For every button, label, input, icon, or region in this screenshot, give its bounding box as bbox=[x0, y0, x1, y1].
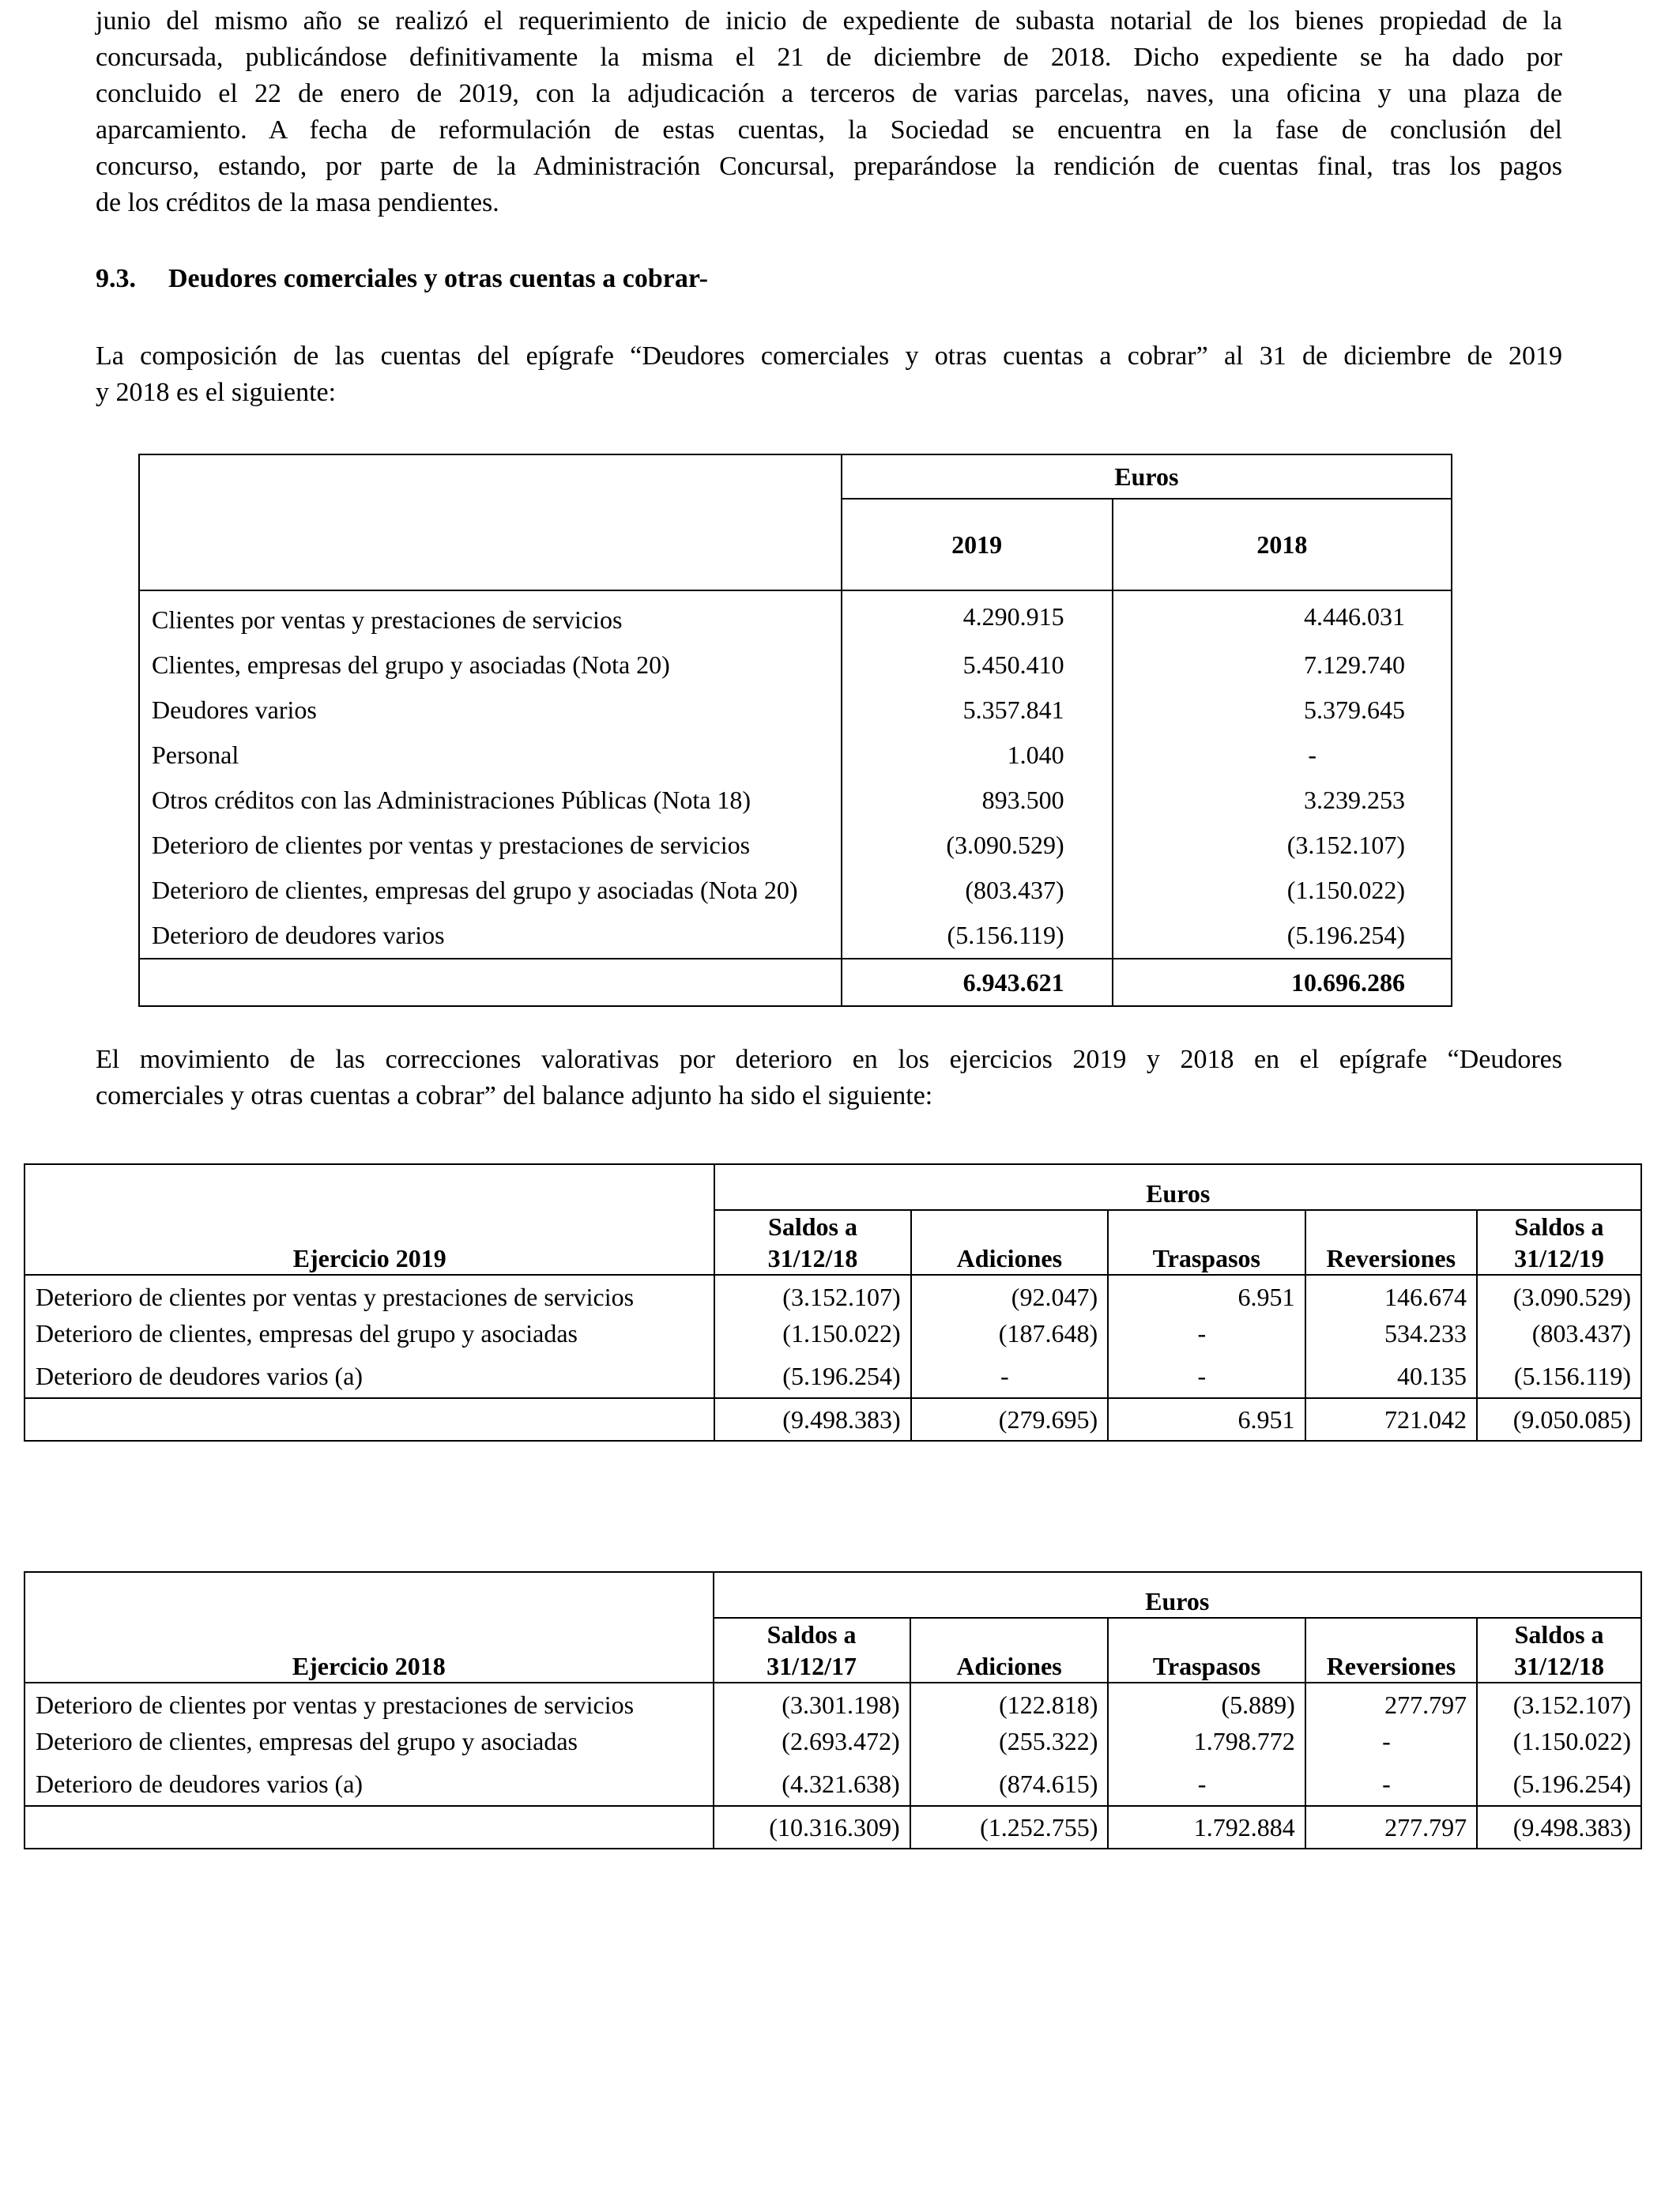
cell-value: 1.798.772 bbox=[1108, 1720, 1305, 1762]
table-row bbox=[24, 1683, 1641, 1720]
cell-value: 40.135 bbox=[1305, 1355, 1477, 1398]
cell-value: - bbox=[911, 1355, 1109, 1398]
section-title: Deudores comerciales y otras cuentas a cobrar- bbox=[168, 264, 708, 293]
row-label: Deterioro de clientes, empresas del grupo y asociadas (Nota 20) bbox=[139, 868, 842, 913]
table-row bbox=[24, 1275, 1641, 1312]
intro-paragraph bbox=[96, 3, 1562, 221]
col-header-opening bbox=[714, 1618, 910, 1683]
value-2019: (803.437) bbox=[842, 868, 1113, 913]
total-value: (279.695) bbox=[911, 1398, 1109, 1441]
table-row bbox=[139, 643, 1452, 688]
total-row bbox=[24, 1806, 1641, 1849]
total-value: 1.792.884 bbox=[1108, 1806, 1305, 1849]
movement-table-2018 bbox=[24, 1571, 1642, 1849]
table-row bbox=[24, 1312, 1641, 1355]
cell-value: - bbox=[1305, 1762, 1477, 1806]
col-header-line: 31/12/18 bbox=[767, 1244, 858, 1272]
empty-total-label bbox=[139, 959, 842, 1006]
cell-value: (874.615) bbox=[910, 1762, 1109, 1806]
cell-value: (1.150.022) bbox=[714, 1312, 910, 1355]
table-row bbox=[139, 823, 1452, 868]
year-header: 2018 bbox=[1113, 499, 1452, 590]
cell-value: (5.156.119) bbox=[1477, 1355, 1641, 1398]
table-row bbox=[24, 1762, 1641, 1806]
table-row bbox=[24, 1720, 1641, 1762]
cell-value: (5.889) bbox=[1108, 1683, 1305, 1720]
value-2019: 5.450.410 bbox=[842, 643, 1113, 688]
row-label: Deterioro de clientes por ventas y prestaciones de servicios bbox=[139, 823, 842, 868]
row-label: Deterioro de clientes por ventas y prestaciones de servicios bbox=[24, 1683, 714, 1720]
table-row bbox=[139, 590, 1452, 643]
value-2018: 4.446.031 bbox=[1113, 590, 1452, 643]
section-heading bbox=[96, 261, 708, 297]
text-line: junio del mismo año se realizó el requerimiento de inicio de expediente de subasta notarial de los bienes propiedad de la bbox=[96, 6, 1562, 36]
text-line: La composición de las cuentas del epígrafe “Deudores comerciales y otras cuentas a cobrar” al 31 de diciembre de 2019 bbox=[96, 341, 1562, 371]
value-2018: 5.379.645 bbox=[1113, 688, 1452, 733]
value-2019: 893.500 bbox=[842, 778, 1113, 823]
col-header-transfers: Traspasos bbox=[1108, 1618, 1305, 1683]
section-number: 9.3. bbox=[96, 264, 136, 293]
row-label: Deterioro de deudores varios bbox=[139, 913, 842, 959]
value-2019: 1.040 bbox=[842, 733, 1113, 778]
text-line: y 2018 es el siguiente: bbox=[96, 378, 337, 407]
total-value: 277.797 bbox=[1305, 1806, 1477, 1849]
row-label: Deudores varios bbox=[139, 688, 842, 733]
value-2018: (3.152.107) bbox=[1113, 823, 1452, 868]
value-2018: (5.196.254) bbox=[1113, 913, 1452, 959]
row-label: Clientes, empresas del grupo y asociadas (Nota 20) bbox=[139, 643, 842, 688]
empty-total-label bbox=[24, 1398, 714, 1441]
text-line: concursada, publicándose definitivamente la misma el 21 de diciembre de 2018. Dicho expediente se ha dado por bbox=[96, 43, 1562, 72]
cell-value: (5.196.254) bbox=[1477, 1762, 1641, 1806]
total-row bbox=[139, 959, 1452, 1006]
col-header-reversals: Reversiones bbox=[1305, 1618, 1477, 1683]
row-label: Clientes por ventas y prestaciones de servicios bbox=[139, 590, 842, 643]
currency-header: Euros bbox=[714, 1164, 1641, 1210]
text-line: aparcamiento. A fecha de reformulación de estas cuentas, la Sociedad se encuentra en la fase de conclusión del bbox=[96, 115, 1562, 145]
col-header-opening bbox=[714, 1210, 910, 1275]
total-value: (9.498.383) bbox=[1477, 1806, 1641, 1849]
cell-value: - bbox=[1108, 1762, 1305, 1806]
col-header-line: Saldos a bbox=[768, 1212, 857, 1241]
cell-value: (3.152.107) bbox=[1477, 1683, 1641, 1720]
table-title: Ejercicio 2018 bbox=[24, 1572, 714, 1683]
col-header-line: 31/12/17 bbox=[767, 1652, 857, 1680]
table-row bbox=[139, 778, 1452, 823]
total-2018: 10.696.286 bbox=[1113, 959, 1452, 1006]
text-line: El movimiento de las correcciones valorativas por deterioro en los ejercicios 2019 y 2018 en el epígrafe “Deudores bbox=[96, 1045, 1562, 1074]
row-label: Deterioro de deudores varios (a) bbox=[24, 1762, 714, 1806]
value-2018: 3.239.253 bbox=[1113, 778, 1452, 823]
movement-paragraph bbox=[96, 1042, 1562, 1114]
empty-total-label bbox=[24, 1806, 714, 1849]
cell-value: 277.797 bbox=[1305, 1683, 1477, 1720]
col-header-reversals: Reversiones bbox=[1305, 1210, 1477, 1275]
total-value: (9.050.085) bbox=[1477, 1398, 1641, 1441]
cell-value: (803.437) bbox=[1477, 1312, 1641, 1355]
row-label: Deterioro de clientes por ventas y prestaciones de servicios bbox=[24, 1275, 714, 1312]
cell-value: - bbox=[1108, 1355, 1305, 1398]
total-2019: 6.943.621 bbox=[842, 959, 1113, 1006]
currency-header: Euros bbox=[842, 454, 1452, 499]
composition-paragraph bbox=[96, 338, 1562, 411]
cell-value: - bbox=[1305, 1720, 1477, 1762]
table-row bbox=[139, 688, 1452, 733]
value-2018: (1.150.022) bbox=[1113, 868, 1452, 913]
currency-header: Euros bbox=[714, 1572, 1641, 1618]
cell-value: (1.150.022) bbox=[1477, 1720, 1641, 1762]
year-header: 2019 bbox=[842, 499, 1113, 590]
col-header-line: Saldos a bbox=[1514, 1620, 1604, 1649]
value-2018: - bbox=[1113, 733, 1452, 778]
total-value: (1.252.755) bbox=[910, 1806, 1109, 1849]
table-row bbox=[139, 733, 1452, 778]
value-2019: (5.156.119) bbox=[842, 913, 1113, 959]
total-value: 6.951 bbox=[1108, 1398, 1305, 1441]
text-line: de los créditos de la masa pendientes. bbox=[96, 188, 499, 217]
row-label: Otros créditos con las Administraciones Públicas (Nota 18) bbox=[139, 778, 842, 823]
table-row bbox=[139, 868, 1452, 913]
col-header-closing bbox=[1477, 1210, 1641, 1275]
composition-table bbox=[138, 454, 1452, 1007]
total-value: 721.042 bbox=[1305, 1398, 1477, 1441]
cell-value: (3.152.107) bbox=[714, 1275, 910, 1312]
col-header-line: Saldos a bbox=[767, 1620, 857, 1649]
text-line: concluido el 22 de enero de 2019, con la adjudicación a terceros de varias parcelas, naves, una oficina y una plaza de bbox=[96, 79, 1562, 108]
text-line: comerciales y otras cuentas a cobrar” del balance adjunto ha sido el siguiente: bbox=[96, 1081, 933, 1110]
table-title: Ejercicio 2019 bbox=[24, 1164, 714, 1275]
col-header-additions: Adiciones bbox=[910, 1618, 1109, 1683]
cell-value: (5.196.254) bbox=[714, 1355, 910, 1398]
movement-table-2019 bbox=[24, 1163, 1642, 1442]
col-header-closing bbox=[1477, 1618, 1641, 1683]
value-2019: 5.357.841 bbox=[842, 688, 1113, 733]
cell-value: (122.818) bbox=[910, 1683, 1109, 1720]
table-row bbox=[139, 913, 1452, 959]
row-label: Personal bbox=[139, 733, 842, 778]
cell-value: (3.301.198) bbox=[714, 1683, 910, 1720]
col-header-additions: Adiciones bbox=[911, 1210, 1109, 1275]
cell-value: (187.648) bbox=[911, 1312, 1109, 1355]
cell-value: (4.321.638) bbox=[714, 1762, 910, 1806]
value-2019: (3.090.529) bbox=[842, 823, 1113, 868]
value-2019: 4.290.915 bbox=[842, 590, 1113, 643]
empty-header-cell bbox=[139, 454, 842, 590]
cell-value: 146.674 bbox=[1305, 1275, 1477, 1312]
cell-value: - bbox=[1108, 1312, 1305, 1355]
cell-value: (92.047) bbox=[911, 1275, 1109, 1312]
value-2018: 7.129.740 bbox=[1113, 643, 1452, 688]
total-value: (10.316.309) bbox=[714, 1806, 910, 1849]
total-row bbox=[24, 1398, 1641, 1441]
col-header-transfers: Traspasos bbox=[1108, 1210, 1305, 1275]
row-label: Deterioro de deudores varios (a) bbox=[24, 1355, 714, 1398]
col-header-line: 31/12/18 bbox=[1514, 1652, 1604, 1680]
row-label: Deterioro de clientes, empresas del grupo y asociadas bbox=[24, 1312, 714, 1355]
text-line: concurso, estando, por parte de la Administración Concursal, preparándose la rendición de cuentas final, tras los pagos bbox=[96, 152, 1562, 181]
cell-value: 534.233 bbox=[1305, 1312, 1477, 1355]
col-header-line: Saldos a bbox=[1514, 1212, 1604, 1241]
cell-value: (2.693.472) bbox=[714, 1720, 910, 1762]
cell-value: 6.951 bbox=[1108, 1275, 1305, 1312]
cell-value: (3.090.529) bbox=[1477, 1275, 1641, 1312]
row-label: Deterioro de clientes, empresas del grupo y asociadas bbox=[24, 1720, 714, 1762]
col-header-line: 31/12/19 bbox=[1514, 1244, 1604, 1272]
cell-value: (255.322) bbox=[910, 1720, 1109, 1762]
table-row bbox=[24, 1355, 1641, 1398]
total-value: (9.498.383) bbox=[714, 1398, 910, 1441]
